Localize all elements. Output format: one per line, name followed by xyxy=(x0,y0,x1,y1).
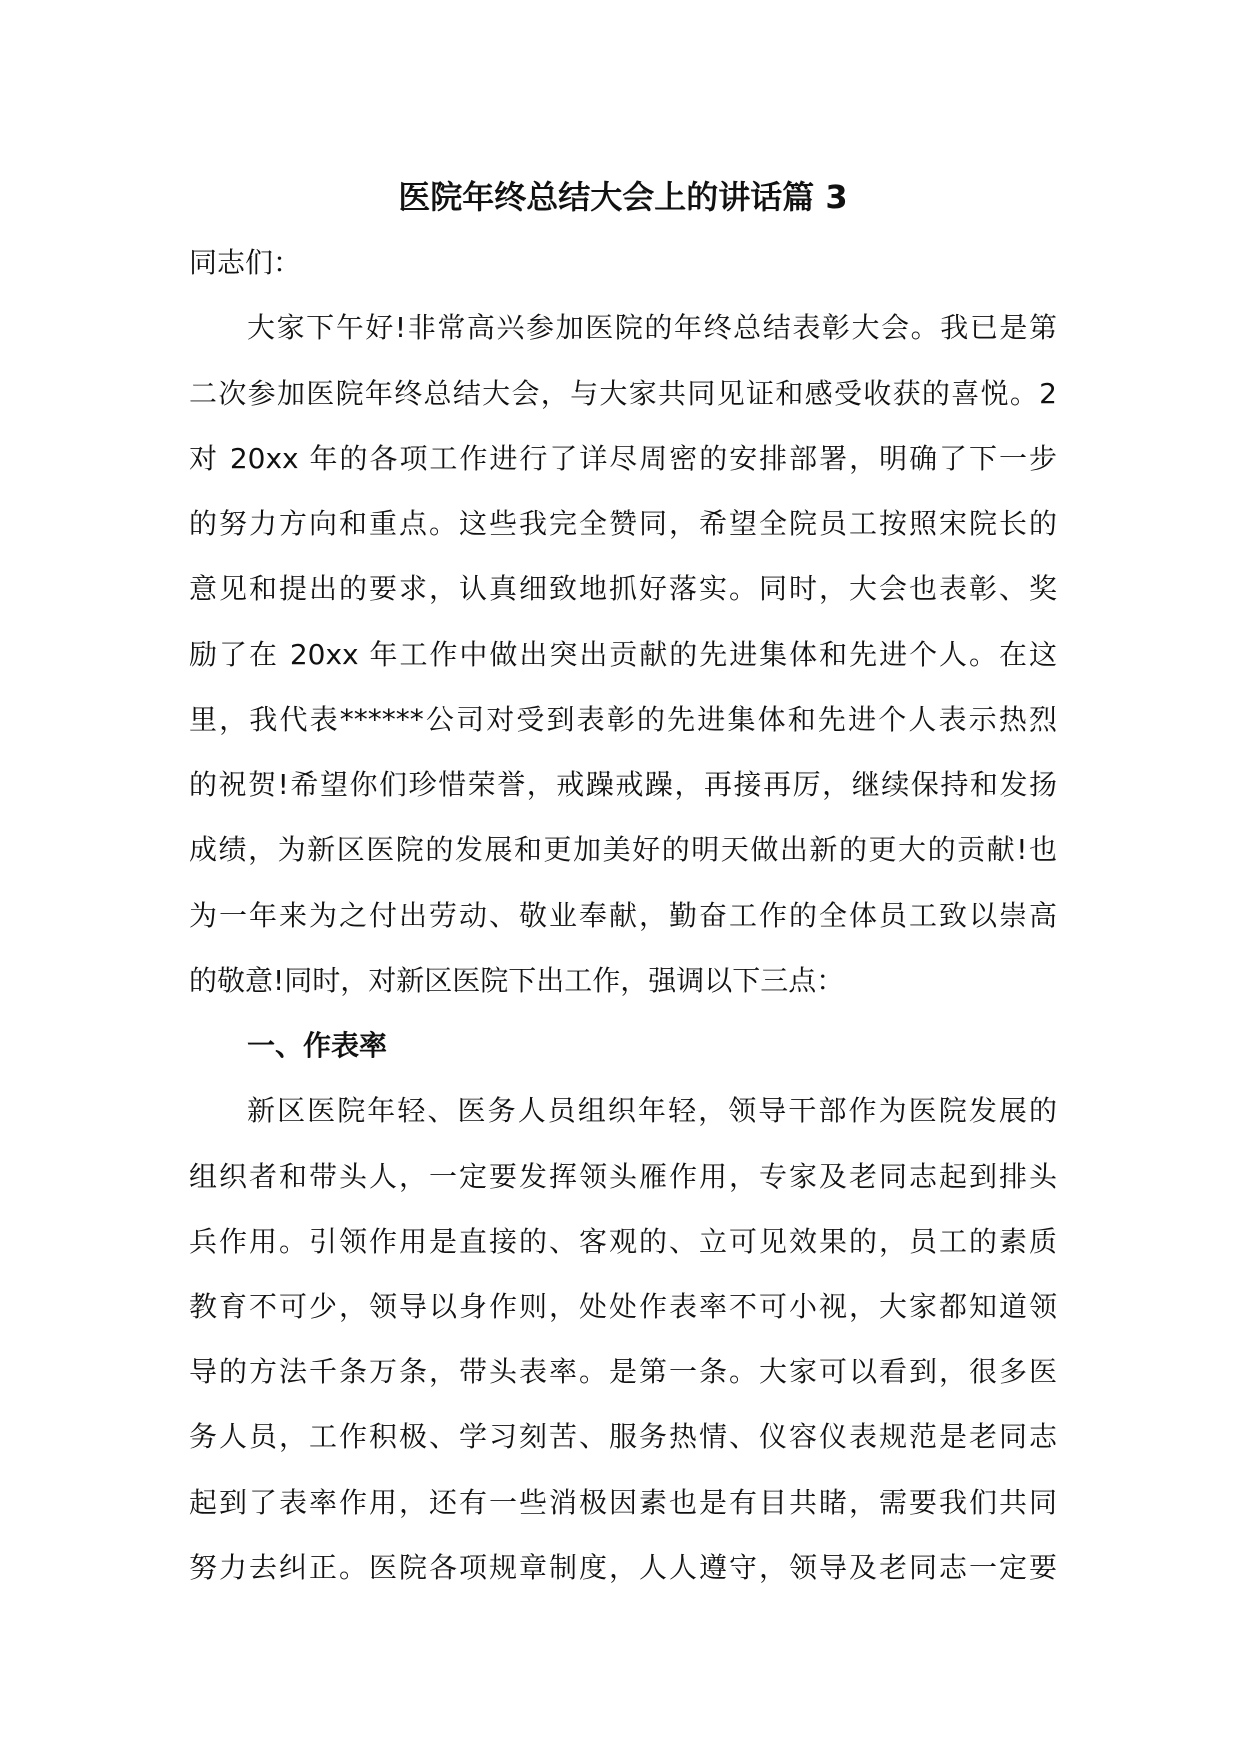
paragraph-line: 的敬意!同时，对新区医院下出工作，强调以下三点： xyxy=(189,963,845,997)
section-heading: 一、作表率 xyxy=(247,1029,388,1063)
paragraph-line: 励了在 20xx 年工作中做出突出贡献的先进集体和先进个人。在这 xyxy=(189,637,1057,671)
paragraph-line: 起到了表率作用，还有一些消极因素也是有目共睹，需要我们共同 xyxy=(189,1485,1057,1519)
paragraph-line: 的努力方向和重点。这些我完全赞同，希望全院员工按照宋院长的 xyxy=(189,507,1057,541)
document-body xyxy=(189,165,1057,1600)
paragraph-line: 新区医院年轻、医务人员组织年轻，领导干部作为医院发展的 xyxy=(247,1094,1057,1128)
paragraph-line: 的祝贺!希望你们珍惜荣誉，戒躁戒躁，再接再厉，继续保持和发扬 xyxy=(189,768,1057,802)
paragraph-line: 成绩，为新区医院的发展和更加美好的明天做出新的更大的贡献!也 xyxy=(189,833,1057,867)
paragraph-line: 导的方法千条万条，带头表率。是第一条。大家可以看到，很多医 xyxy=(189,1355,1057,1389)
paragraph-line: 努力去纠正。医院各项规章制度，人人遵守，领导及老同志一定要 xyxy=(189,1550,1057,1584)
paragraph-line: 务人员，工作积极、学习刻苦、服务热情、仪容仪表规范是老同志 xyxy=(189,1420,1057,1454)
paragraph-1 xyxy=(189,295,1057,1013)
paragraph-line: 组织者和带头人，一定要发挥领头雁作用，专家及老同志起到排头 xyxy=(189,1159,1057,1193)
paragraph-line: 意见和提出的要求，认真细致地抓好落实。同时，大会也表彰、奖 xyxy=(189,572,1057,606)
paragraph-line: 大家下午好!非常高兴参加医院的年终总结表彰大会。我已是第 xyxy=(247,311,1057,345)
salutation: 同志们： xyxy=(189,246,302,280)
paragraph-line: 二次参加医院年终总结大会，与大家共同见证和感受收获的喜悦。2 xyxy=(189,376,1057,410)
document-title: 医院年终总结大会上的讲话篇 3 xyxy=(398,178,848,216)
paragraph-line: 为一年来为之付出劳动、敬业奉献，勤奋工作的全体员工致以崇高 xyxy=(189,898,1057,932)
paragraph-line: 对 20xx 年的各项工作进行了详尽周密的安排部署，明确了下一步 xyxy=(189,441,1057,475)
paragraph-line: 兵作用。引领作用是直接的、客观的、立可见效果的，员工的素质 xyxy=(189,1224,1057,1258)
paragraph-line: 教育不可少，领导以身作则，处处作表率不可小视，大家都知道领 xyxy=(189,1289,1057,1323)
paragraph-line: 里，我代表******公司对受到表彰的先进集体和先进个人表示热烈 xyxy=(189,702,1057,736)
paragraph-2 xyxy=(189,1078,1057,1600)
